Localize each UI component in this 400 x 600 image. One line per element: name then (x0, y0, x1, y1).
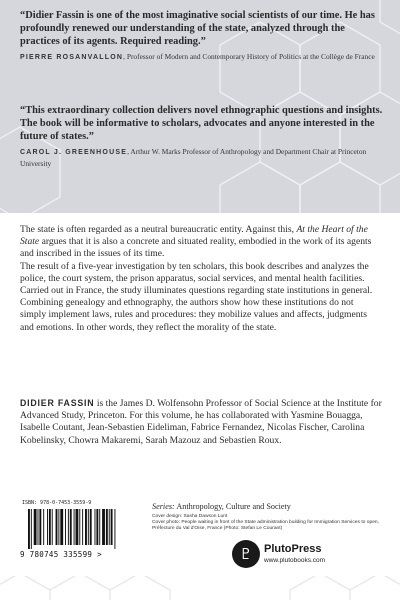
series-line (152, 502, 392, 512)
barcode-addon: > (97, 550, 102, 559)
endorser-affiliation: , Arthur W. Marks Professor of Anthropology and Department Chair at Princeton University (20, 147, 367, 168)
barcode-block (20, 500, 145, 562)
cover-photo-credit: Cover photo: People waiting in front of the State administration building for Immigration Services to open, Préfecture du Val d'Oise, France (Photo: Stefan Le Courant) (152, 520, 379, 532)
publisher-name: PlutoPress (264, 543, 322, 555)
author-name: DIDIER FASSIN (20, 398, 95, 408)
endorser-name: CAROL J. GREENHOUSE (20, 149, 128, 157)
author-bio-text: is the James D. Wolfensohn Professor of Social Science at the Institute for Advanced Study, Princeton. For this volume, he has collaborated with Yasmine Bouagga, Isabelle Coutant, Jean-Sebastien Eideliman, Fabrice Fernandez, Nicolas Fischer, Carolina Kobelinsky, Chowra Makaremi, Sarah Mazouz and Sebastien Roux. (20, 398, 382, 446)
publisher-logo (232, 540, 326, 576)
description-text: The state is often regarded as a neutral bureaucratic entity. Against this, (20, 224, 297, 235)
endorsement-1 (20, 9, 385, 64)
publication-info (152, 502, 392, 533)
author-bio (20, 397, 382, 447)
endorsement-quote: “This extraordinary collection delivers novel ethnographic questions and insights. The book will be informative to scholars, advocates and anyone interested in the future of states.” (20, 105, 383, 143)
endorsement-attribution (20, 147, 385, 169)
endorsements-panel (0, 0, 400, 213)
endorser-affiliation: , Professor of Modern and Contemporary History of Politics at the Collège de France (123, 52, 375, 62)
barcode-bars (20, 509, 145, 549)
pluto-logo-icon: ♇ (232, 540, 260, 568)
barcode-digits: 9 780745 335599 (20, 550, 93, 559)
series-name: Anthropology, Culture and Society (174, 502, 291, 511)
cover-design-credit: Cover design: Sasha Dawson Lunt (152, 514, 228, 519)
book-title-italic: At the Heart of the State (20, 224, 368, 248)
description-text: argues that it is also a concrete and situated reality, embodied in the work of its agents and inscribed in the issues of its time. (20, 236, 372, 260)
endorser-name: PIERRE ROSANVALLON (20, 54, 124, 62)
cover-credits (152, 514, 392, 533)
series-label: Series: (152, 502, 175, 511)
publisher-url: www.plutobooks.com (264, 557, 326, 564)
endorsement-attribution (20, 52, 385, 64)
bottom-hexagon-pattern (0, 576, 400, 600)
isbn-label: ISBN: 978-0-7453-3559-9 (22, 500, 92, 506)
endorsement-2 (20, 104, 385, 169)
barcode-number (20, 550, 145, 559)
description-paragraph-1 (20, 224, 382, 261)
book-description (20, 224, 382, 334)
description-paragraph-2: The result of a five-year investigation by ten scholars, this book describes and analyzes the police, the court system, the prison apparatus, social services, and mental health facilities. Carried out in France, the study illuminates questions regarding state institutions in general. Combining genealogy and ethnography, the authors show how these institutions do not simply implement laws, rules and procedures: they mobilize values and affects, judgments and emotions. In other words, they reflect the morality of the state. (20, 260, 373, 333)
endorsement-quote: “Didier Fassin is one of the most imaginative social scientists of our time. He has profoundly renewed our understanding of the state, analyzed through the practices of its agents. Required reading.” (20, 10, 375, 48)
